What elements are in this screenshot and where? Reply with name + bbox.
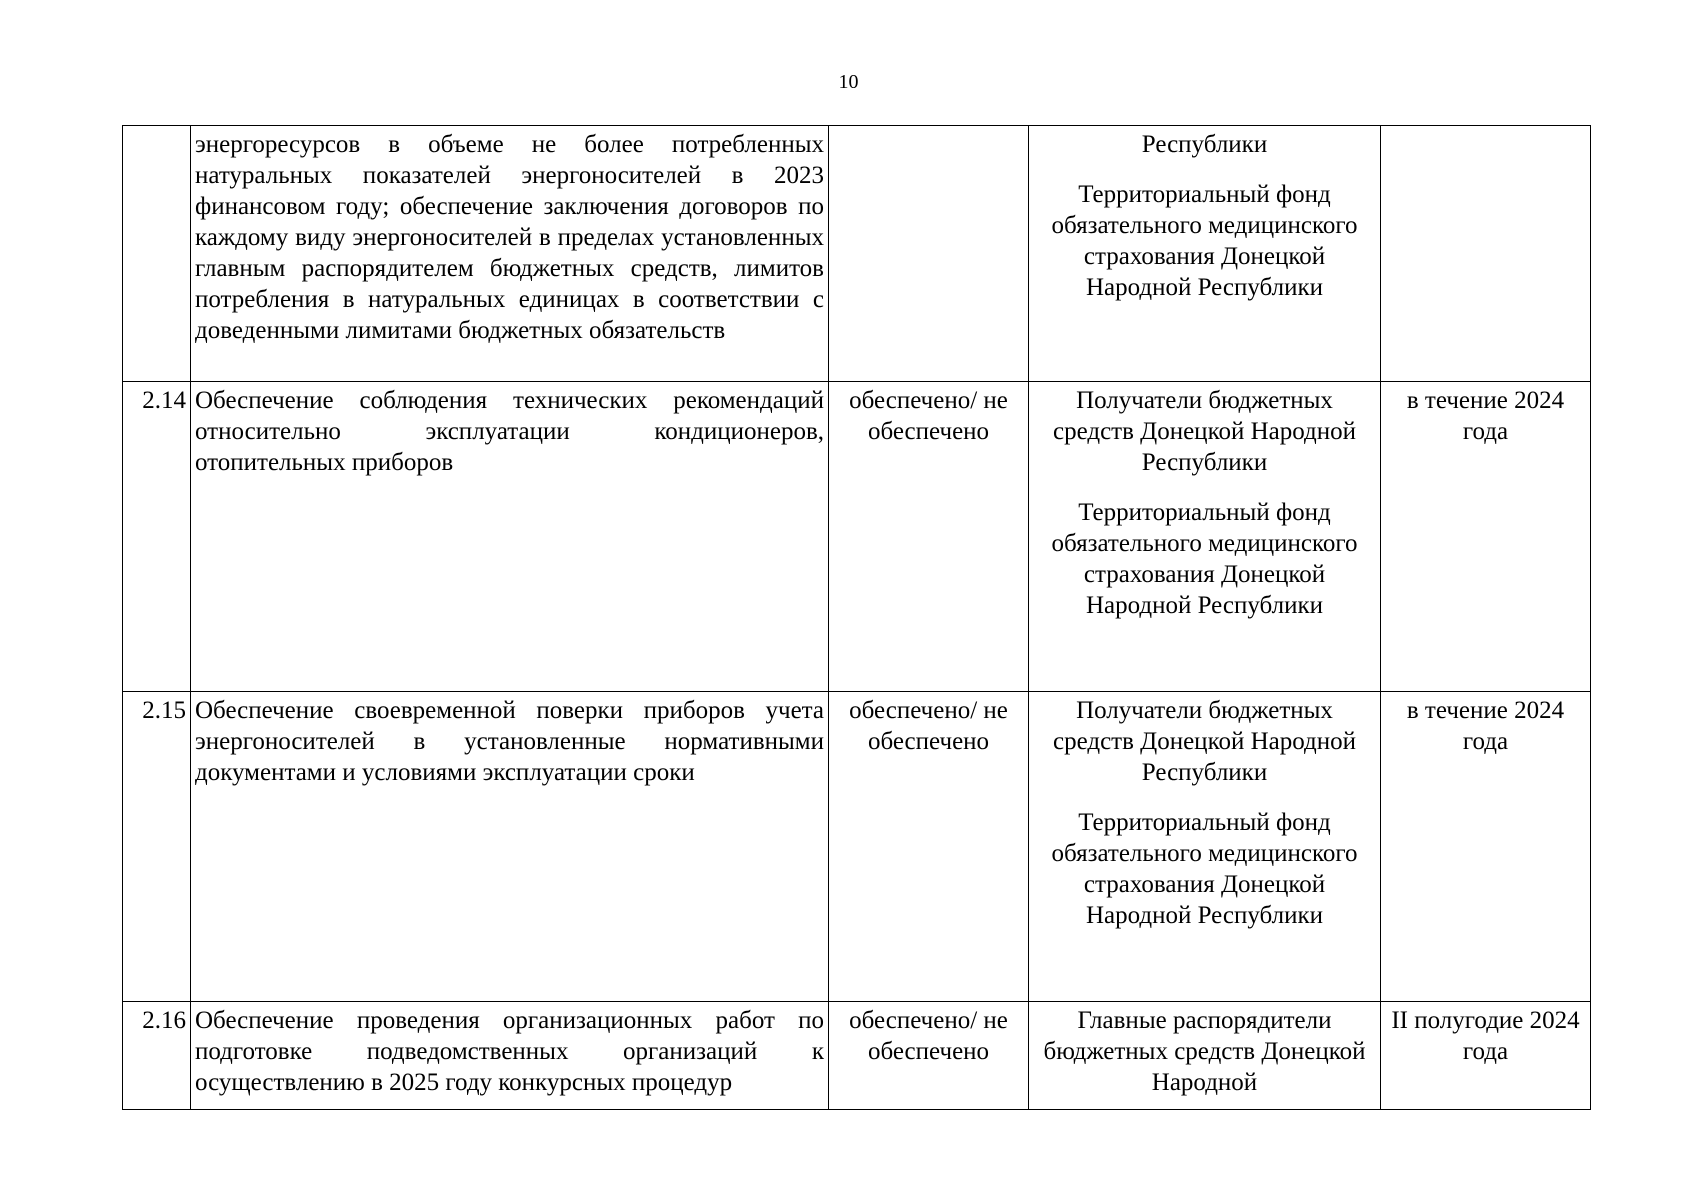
executors-cell xyxy=(1029,1002,1381,1110)
measure-description: энергоресурсов в объеме не более потребленных натуральных показателей энергоносителей в 2023 финансовом году; обеспечение заключения договоров по каждому виду энергоносителей в пределах установленных главным распорядителем бюджетных средств, лимитов потребления в натуральных единицах в соответствии с доведенными лимитами бюджетных обязательств xyxy=(191,126,829,382)
table-row xyxy=(123,126,1591,382)
term-cell: II полугодие 2024 года xyxy=(1381,1002,1591,1110)
executor-text: Территориальный фонд обязательного медицинского страхования Донецкой Народной Республики xyxy=(1051,499,1358,619)
measures-table xyxy=(122,125,1591,1110)
executor-text: Территориальный фонд обязательного медицинского страхования Донецкой Народной Республики xyxy=(1051,809,1358,929)
table-row xyxy=(123,382,1591,692)
indicator-cell xyxy=(829,126,1029,382)
executor-text: Территориальный фонд обязательного медицинского страхования Донецкой Народной Республики xyxy=(1051,181,1358,301)
page-number: 10 xyxy=(838,71,859,93)
measure-description: Обеспечение своевременной поверки приборов учета энергоносителей в установленные нормативными документами и условиями эксплуатации сроки xyxy=(191,692,829,1002)
executor-text: Республики xyxy=(1141,131,1268,158)
executor-text: Главные распорядители бюджетных средств Донецкой Народной xyxy=(1043,1007,1366,1096)
row-number: 2.15 xyxy=(123,692,191,1002)
measure-description: Обеспечение проведения организационных работ по подготовке подведомственных организаций к осуществлению в 2025 году конкурсных процедур xyxy=(191,1002,829,1110)
row-number: 2.16 xyxy=(123,1002,191,1110)
term-cell: в течение 2024 года xyxy=(1381,382,1591,692)
row-number xyxy=(123,126,191,382)
executors-cell xyxy=(1029,382,1381,692)
term-cell xyxy=(1381,126,1591,382)
table-row xyxy=(123,1002,1591,1110)
term-cell: в течение 2024 года xyxy=(1381,692,1591,1002)
executors-cell xyxy=(1029,126,1381,382)
executors-cell xyxy=(1029,692,1381,1002)
indicator-cell: обеспечено/ не обеспечено xyxy=(829,382,1029,692)
executor-text: Получатели бюджетных средств Донецкой Народной Республики xyxy=(1053,697,1356,786)
row-number: 2.14 xyxy=(123,382,191,692)
table-row xyxy=(123,692,1591,1002)
measure-description: Обеспечение соблюдения технических рекомендаций относительно эксплуатации кондиционеров, отопительных приборов xyxy=(191,382,829,692)
executor-text: Получатели бюджетных средств Донецкой Народной Республики xyxy=(1053,387,1356,476)
indicator-cell: обеспечено/ не обеспечено xyxy=(829,1002,1029,1110)
indicator-cell: обеспечено/ не обеспечено xyxy=(829,692,1029,1002)
